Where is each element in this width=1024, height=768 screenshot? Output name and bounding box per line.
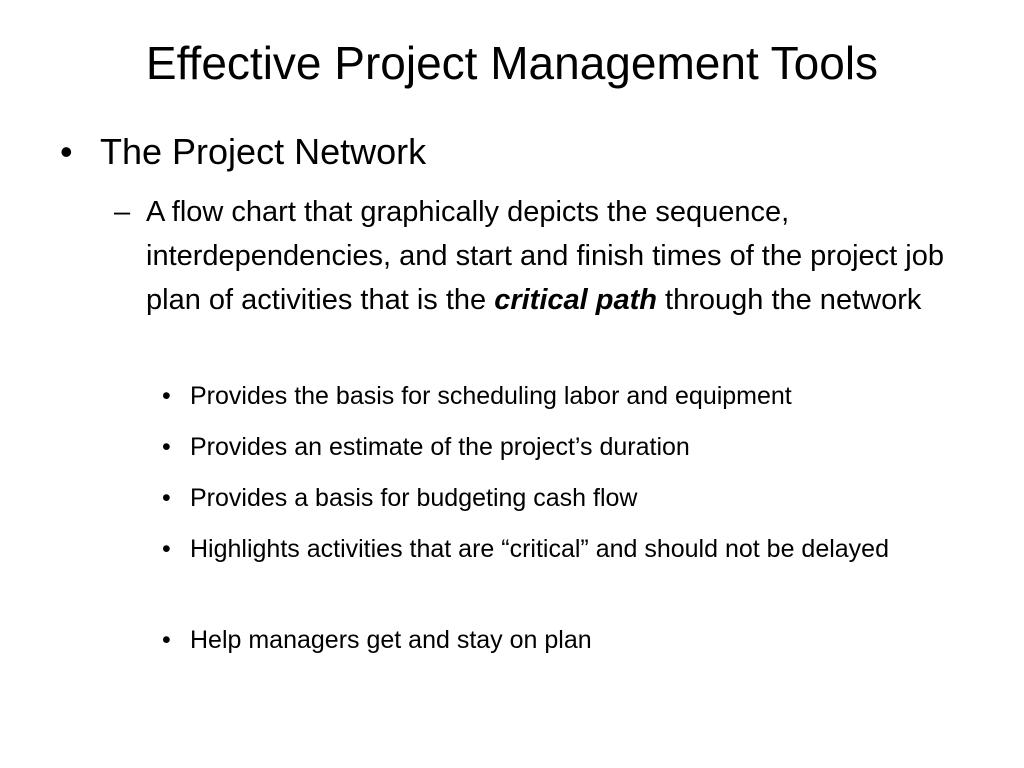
definition-text-start: A flow chart that graphically depicts the sequence, interdependencies, and start and finish times of the project job plan of activities that is the [146, 196, 944, 316]
bullet-text: Provides the basis for scheduling labor and equipment [190, 382, 792, 410]
bullet-text: Highlights activities that are “critical” and should not be delayed [190, 535, 889, 563]
bullet-symbol: • [162, 535, 171, 563]
bullet-text: Help managers get and stay on plan [190, 626, 592, 654]
slide-title: Effective Project Management Tools [145, 37, 879, 89]
bullet-symbol: • [60, 131, 73, 172]
bullet-symbol: • [162, 433, 171, 461]
bullet-text: Provides a basis for budgeting cash flow [190, 484, 638, 512]
emphasis-critical-path: critical path [494, 284, 657, 316]
bullet-symbol: • [162, 626, 171, 654]
bullet-symbol: • [162, 382, 171, 410]
definition-text [146, 190, 946, 322]
bullet-symbol: • [162, 484, 171, 512]
definition-text-end: through the network [656, 284, 922, 316]
bullet-text: Provides an estimate of the project’s duration [190, 433, 690, 461]
bullet-text: The Project Network [100, 131, 427, 172]
dash-symbol: – [114, 196, 131, 228]
